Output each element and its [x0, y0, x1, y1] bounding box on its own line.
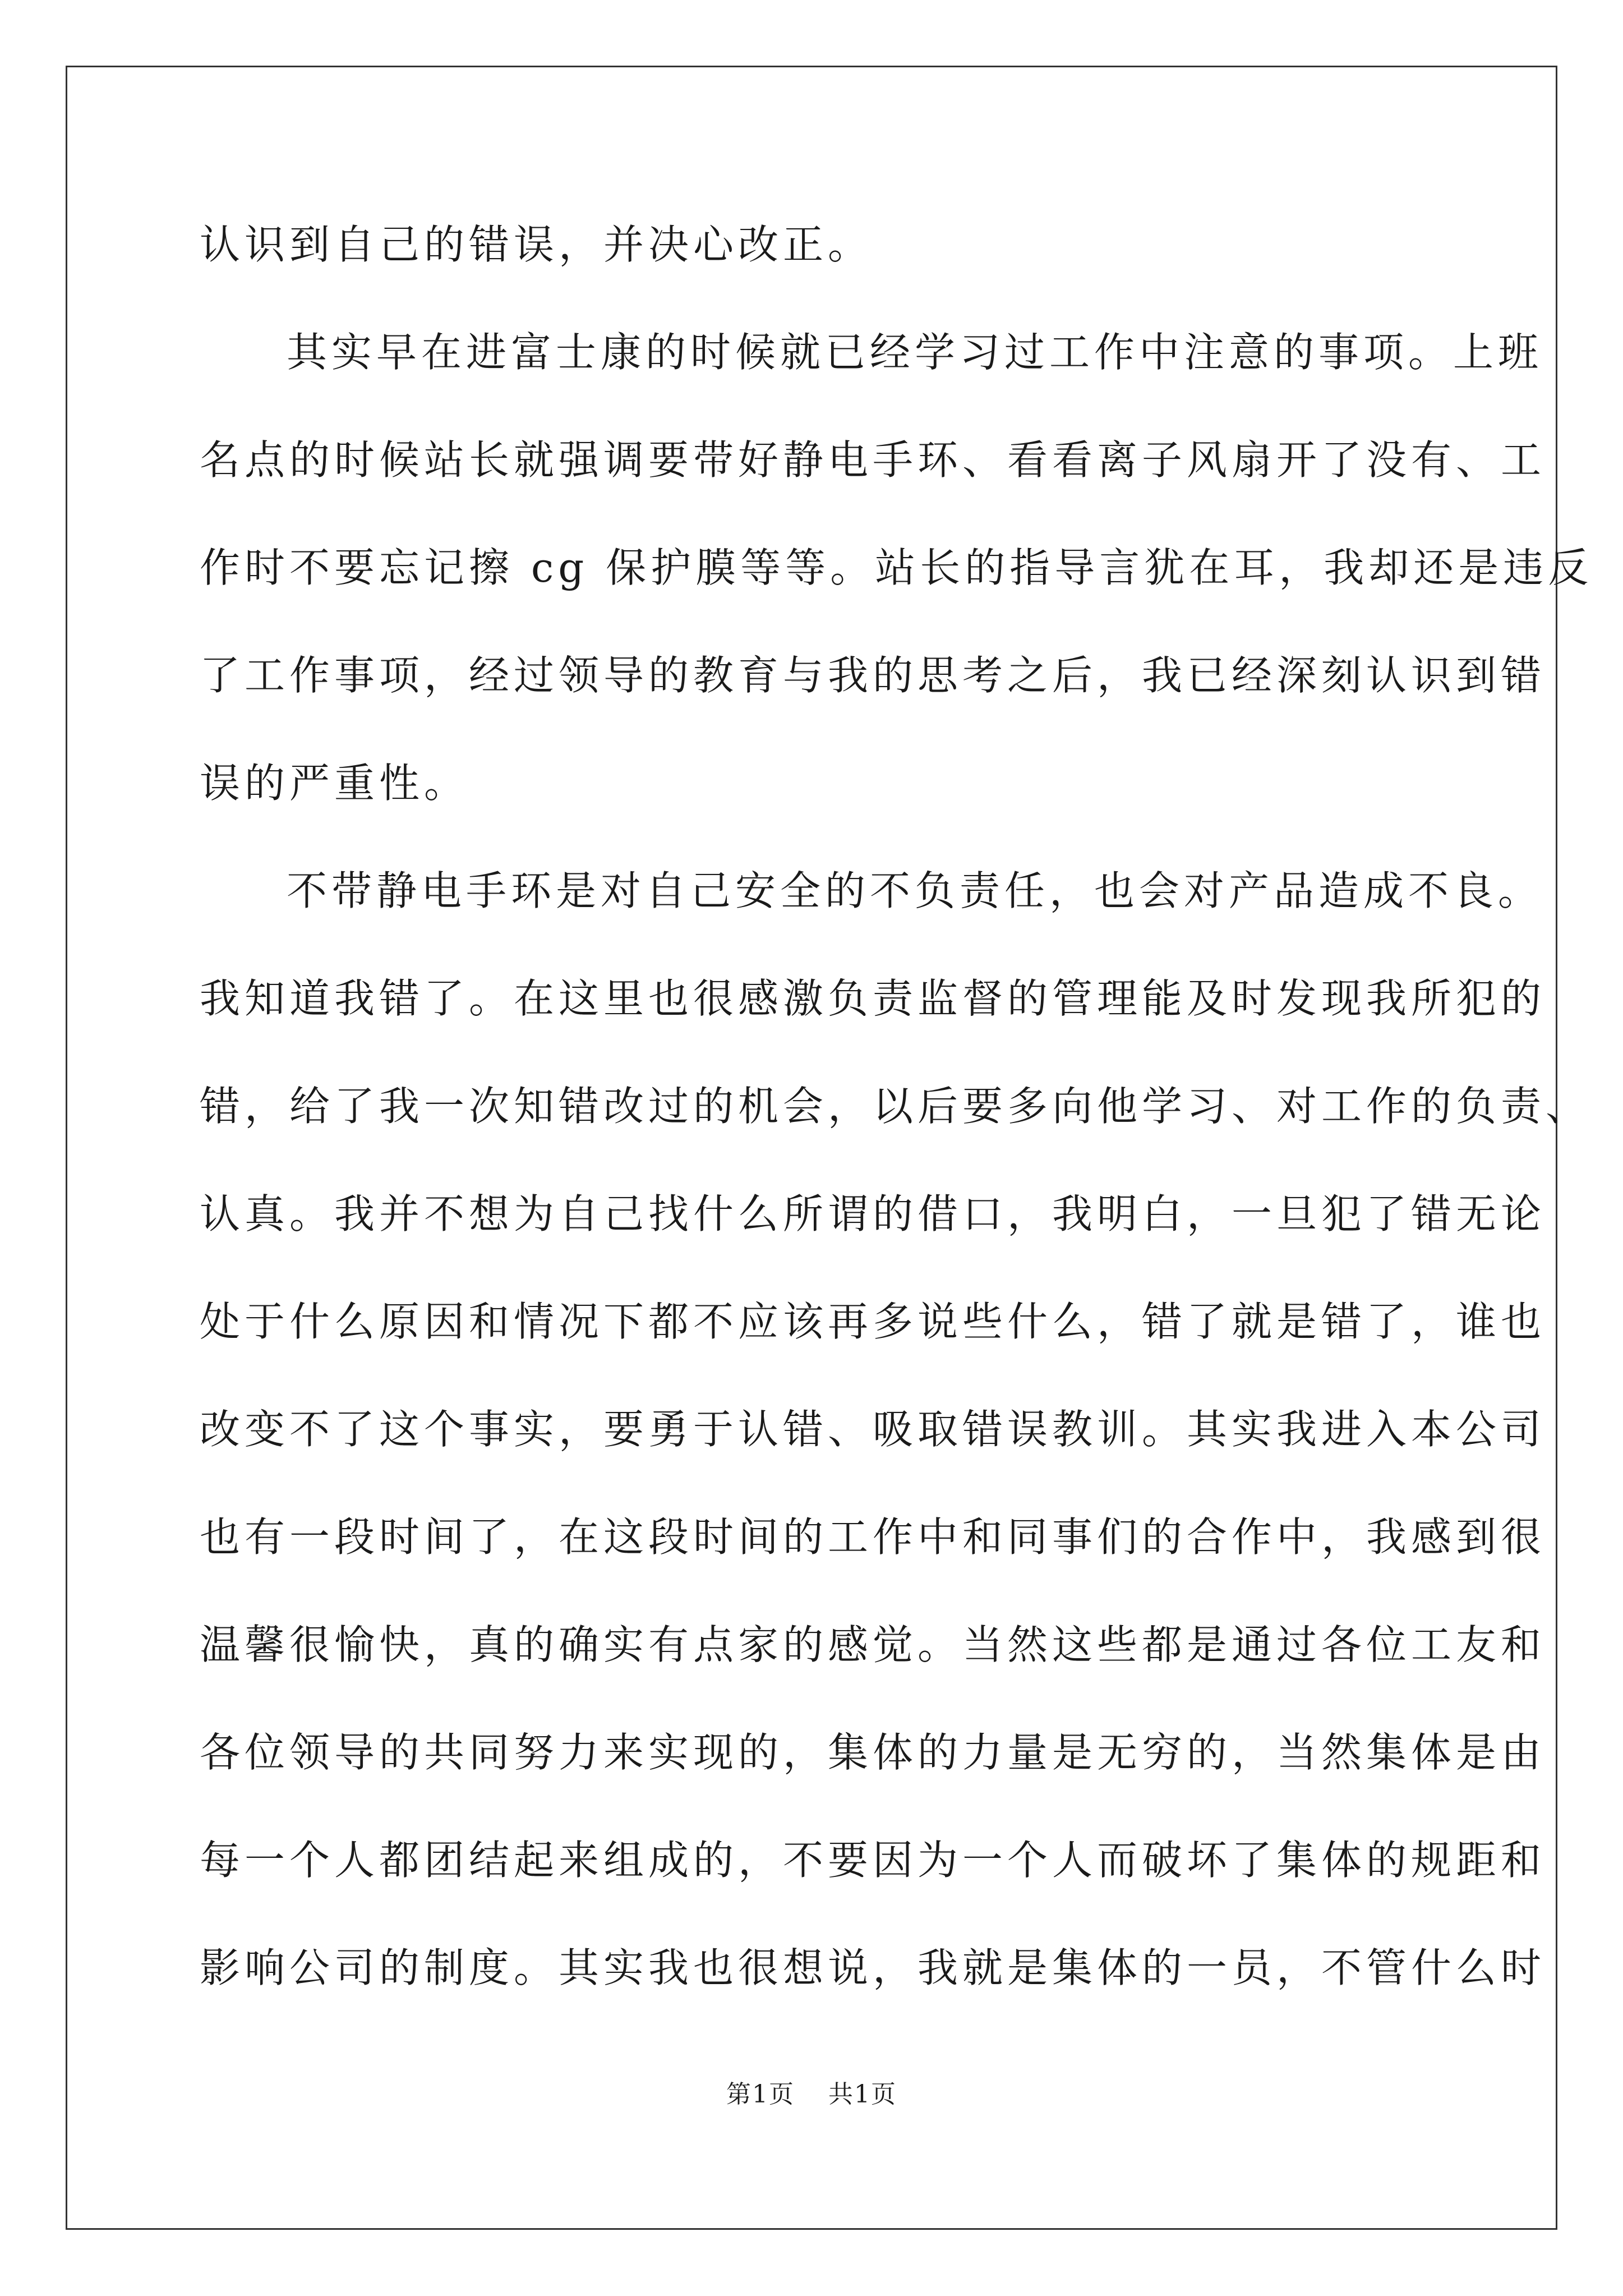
text-line: 各位领导的共同努力来实现的，集体的力量是无穷的，当然集体是由	[200, 1729, 1546, 1776]
text-line: 了工作事项，经过领导的教育与我的思考之后，我已经深刻认识到错	[200, 652, 1546, 699]
text-line: 名点的时候站长就强调要带好静电手环、看看离子风扇开了没有、工	[200, 436, 1546, 484]
page-number: 第1页	[726, 2080, 795, 2109]
text-line: 每一个人都团结起来组成的，不要因为一个人而破坏了集体的规距和	[200, 1837, 1546, 1884]
text-line: 我知道我错了。在这里也很感激负责监督的管理能及时发现我所犯的	[200, 975, 1546, 1022]
text-line: 改变不了这个事实，要勇于认错、吸取错误教训。其实我进入本公司	[200, 1406, 1546, 1453]
page-footer	[0, 2078, 1623, 2111]
text-line: 误的严重性。	[200, 760, 469, 807]
text-line: 错，给了我一次知错改过的机会，以后要多向他学习、对工作的负责、	[200, 1083, 1591, 1130]
text-line: 作时不要忘记擦 cg 保护膜等等。站长的指导言犹在耳，我却还是违反	[200, 544, 1593, 591]
text-line: 不带静电手环是对自己安全的不负责任，也会对产品造成不良。	[287, 867, 1543, 914]
text-line: 其实早在进富士康的时候就已经学习过工作中注意的事项。上班	[287, 329, 1543, 376]
text-line: 影响公司的制度。其实我也很想说，我就是集体的一员，不管什么时	[200, 1944, 1546, 1991]
page-total: 共1页	[828, 2080, 897, 2109]
text-line: 认真。我并不想为自己找什么所谓的借口，我明白，一旦犯了错无论	[200, 1190, 1546, 1237]
text-line: 处于什么原因和情况下都不应该再多说些什么，错了就是错了，谁也	[200, 1298, 1546, 1345]
text-line: 认识到自己的错误，并决心改正。	[200, 221, 873, 268]
document-body	[200, 191, 1593, 2022]
text-line: 温馨很愉快，真的确实有点家的感觉。当然这些都是通过各位工友和	[200, 1621, 1546, 1668]
text-line: 也有一段时间了，在这段时间的工作中和同事们的合作中，我感到很	[200, 1513, 1546, 1561]
